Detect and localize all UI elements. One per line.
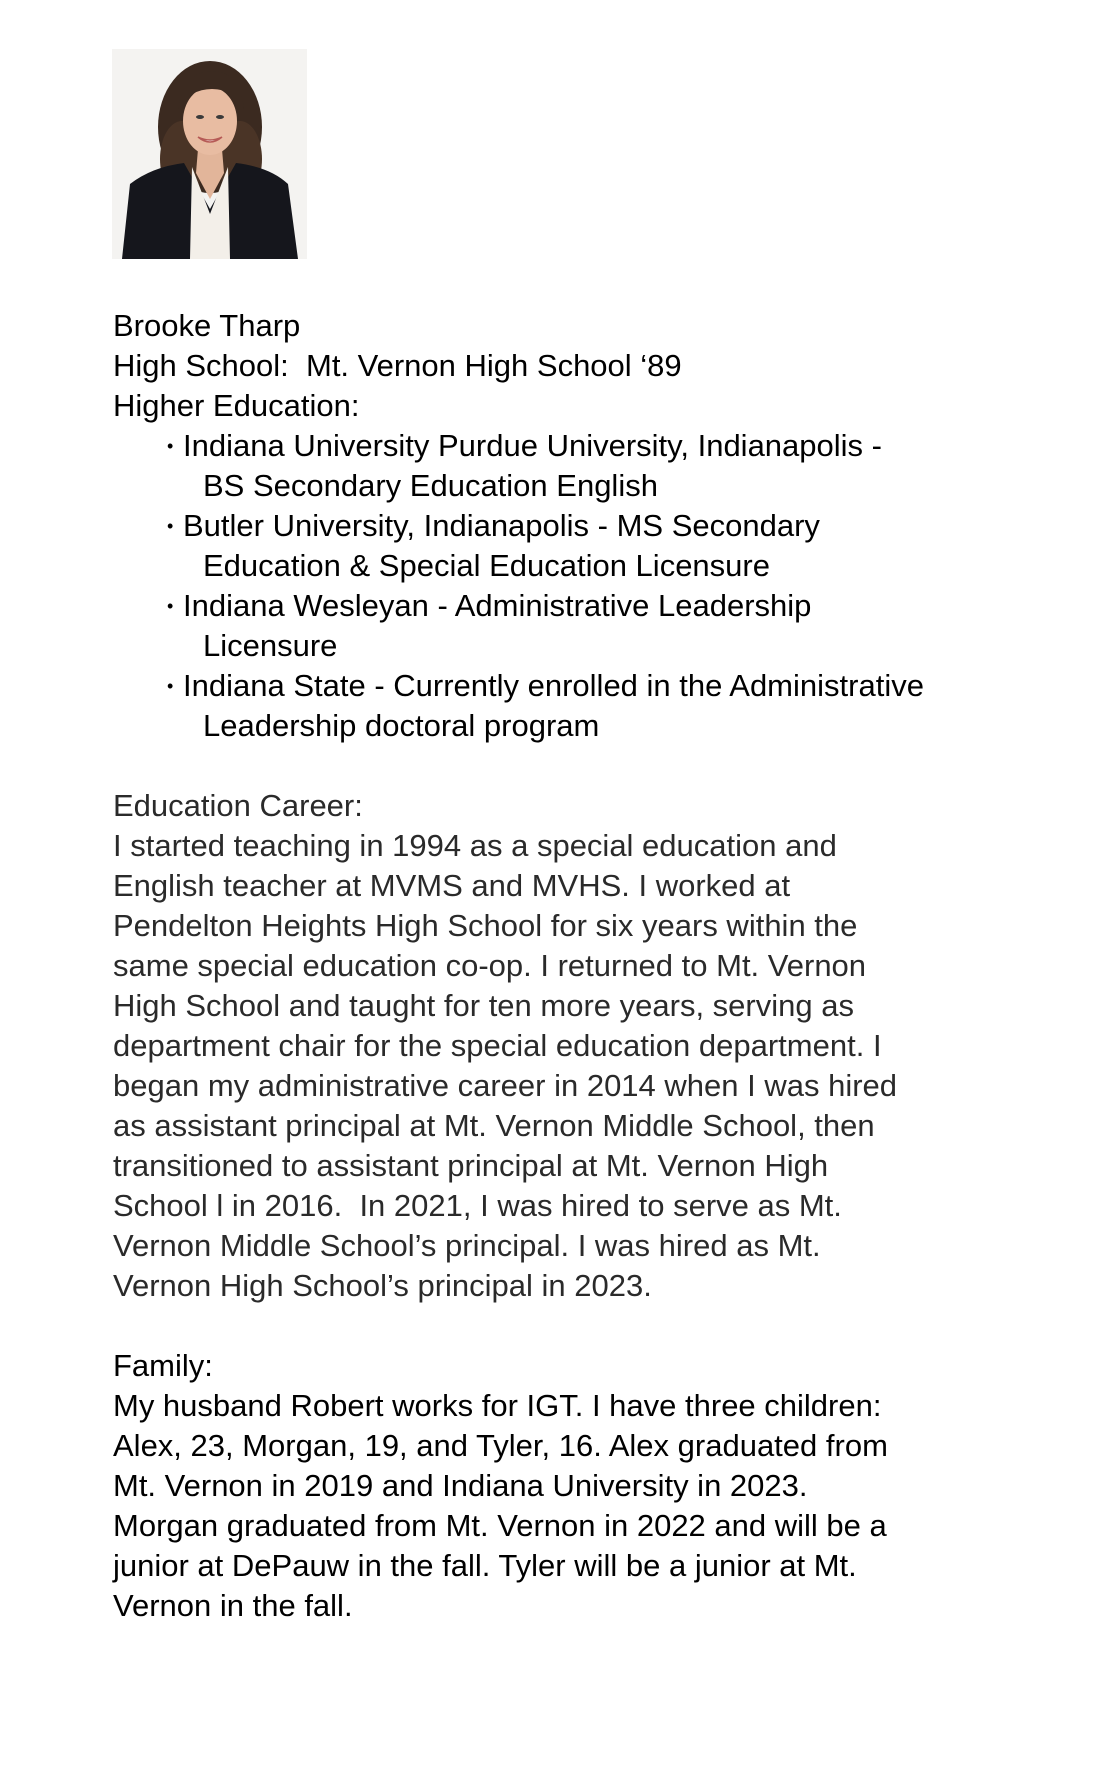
- list-item: [113, 506, 1073, 586]
- career-line: Vernon Middle School’s principal. I was hired as Mt.: [113, 1228, 821, 1263]
- bullet-icon: •: [167, 596, 174, 616]
- family-line: Mt. Vernon in 2019 and Indiana University in 2023.: [113, 1468, 808, 1503]
- degree-line: Indiana University Purdue University, Indianapolis -: [183, 428, 882, 463]
- degree-line: Indiana Wesleyan - Administrative Leadership: [183, 588, 812, 623]
- career-line: English teacher at MVMS and MVHS. I worked at: [113, 868, 791, 903]
- family-line: My husband Robert works for IGT. I have three children:: [113, 1388, 882, 1423]
- degree-line: Indiana State - Currently enrolled in the Administrative: [183, 668, 924, 703]
- family-line: junior at DePauw in the fall. Tyler will be a junior at Mt.: [113, 1548, 857, 1583]
- career-line: I started teaching in 1994 as a special education and: [113, 828, 837, 863]
- bullet-icon: •: [167, 436, 174, 456]
- family-line: Vernon in the fall.: [113, 1588, 353, 1623]
- degree-line: BS Secondary Education English: [203, 468, 658, 503]
- family-line: Morgan graduated from Mt. Vernon in 2022 and will be a: [113, 1508, 887, 1543]
- career-line: same special education co-op. I returned to Mt. Vernon: [113, 948, 867, 983]
- career-line: department chair for the special education department. I: [113, 1028, 882, 1063]
- spacer: [113, 746, 1073, 786]
- degree-line: Licensure: [203, 628, 338, 663]
- profile-photo: [112, 49, 307, 259]
- bullet-icon: •: [167, 676, 174, 696]
- career-line: School l in 2016. In 2021, I was hired to serve as Mt.: [113, 1188, 842, 1223]
- list-item: [113, 426, 1073, 506]
- list-item: [113, 666, 1073, 746]
- career-line: as assistant principal at Mt. Vernon Middle School, then: [113, 1108, 875, 1143]
- profile-document: [113, 306, 1073, 1626]
- portrait-image: [112, 49, 307, 259]
- family-section: [113, 1346, 1073, 1626]
- career-line: Pendelton Heights High School for six years within the: [113, 908, 858, 943]
- spacer: [113, 1306, 1073, 1346]
- list-item: [113, 586, 1073, 666]
- degree-line: Butler University, Indianapolis - MS Secondary: [183, 508, 820, 543]
- degree-line: Education & Special Education Licensure: [203, 548, 770, 583]
- high-school: High School: Mt. Vernon High School ‘89: [113, 348, 682, 383]
- career-heading: Education Career:: [113, 788, 363, 823]
- higher-education-heading: Higher Education:: [113, 388, 360, 423]
- degree-line: Leadership doctoral program: [203, 708, 600, 743]
- career-section: [113, 786, 1073, 1306]
- family-heading: Family:: [113, 1348, 213, 1383]
- career-line: began my administrative career in 2014 when I was hired: [113, 1068, 898, 1103]
- career-line: transitioned to assistant principal at Mt. Vernon High: [113, 1148, 829, 1183]
- family-line: Alex, 23, Morgan, 19, and Tyler, 16. Alex graduated from: [113, 1428, 888, 1463]
- bullet-icon: •: [167, 516, 174, 536]
- career-line: High School and taught for ten more years, serving as: [113, 988, 854, 1023]
- career-line: Vernon High School’s principal in 2023.: [113, 1268, 652, 1303]
- higher-education-list: [113, 426, 1073, 746]
- person-name: Brooke Tharp: [113, 308, 301, 343]
